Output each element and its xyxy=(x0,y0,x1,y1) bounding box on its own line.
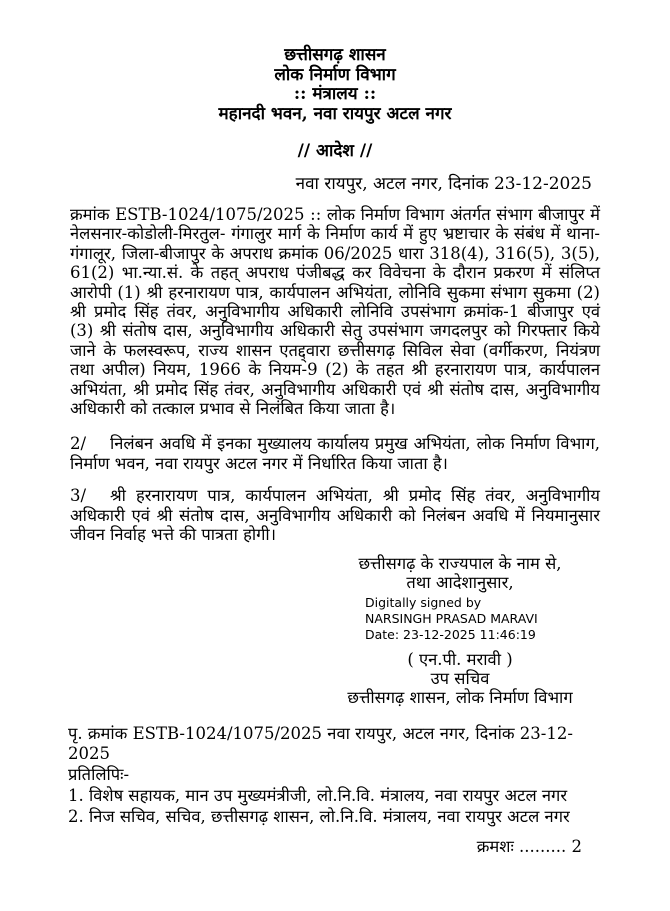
letterhead xyxy=(0,0,670,124)
continuation-marker: क्रमशः ......... 2 xyxy=(476,836,582,856)
paragraph-1: क्रमांक ESTB-1024/1075/2025 :: लोक निर्माण विभाग अंतर्गत संभाग बीजापुर में नेलसनार-कोडोली-मिरतुल- गंगालुर मार्ग के निर्माण कार्य में हुए भ्रष्टाचार के संबंध में थाना-गंगालूर, जिला-बीजापुर के अपराध क्रमांक 06/2025 धारा 318(4), 316(5), 3(5), 61(2) भा.न्या.सं. के तहत् अपराध पंजीबद्ध कर विवेचना के दौरान प्रकरण में संलिप्त आरोपी (1) श्री हरनारायण पात्र, कार्यपालन अभियंता, लोनिवि सुकमा संभाग सुकमा (2) श्री प्रमोद सिंह तंवर, अनुविभागीय अधिकारी लोनिवि उपसंभाग क्रमांक-1 बीजापुर एवं (3) श्री संतोष दास, अनुविभागीय अधिकारी सेतु उपसंभाग जगदलपुर को गिरफ्तार किये जाने के फलस्वरूप, राज्य शासन एतद्द्वारा छत्तीसगढ़ सिविल सेवा (वर्गीकरण, नियंत्रण तथा अपील) नियम, 1966 के नियम-9 (2) के तहत श्री हरनारायण पात्र, कार्यपालन अभियंता, श्री प्रमोद सिंह तंवर, अनुविभागीय अधिकारी एवं श्री संतोष दास, अनुविभागीय अधिकारी को तत्काल प्रभाव से निलंबित किया जाता है। xyxy=(70,205,600,419)
signatory-designation: उप सचिव xyxy=(430,669,490,689)
copy-recipient-1: 1. विशेष सहायक, मान उप मुख्यमंत्रीजी, लो.नि.वि. मंत्रालय, नवा रायपुर अटल नगर xyxy=(68,785,568,805)
place-date-line: नवा रायपुर, अटल नगर, दिनांक 23-12-2025 xyxy=(295,174,592,194)
order-title: // आदेश // xyxy=(297,141,373,161)
paragraph-3 xyxy=(70,486,600,544)
endorsement-block xyxy=(68,724,610,828)
copy-recipient-2: 2. निज सचिव, सचिव, छत्तीसगढ़ शासन, लो.नि.वि. मंत्रालय, नवा रायपुर अटल नगर xyxy=(68,806,570,826)
signatory-department: छत्तीसगढ़ शासन, लोक निर्माण विभाग xyxy=(347,688,573,708)
signature-on-behalf: छत्तीसगढ़ के राज्यपाल के नाम से, xyxy=(358,553,562,573)
paragraph-3-number: 3/ xyxy=(70,486,87,506)
digital-signature-line1: Digitally signed by xyxy=(365,594,482,610)
signatory-name: ( एन.पी. मरावी ) xyxy=(407,649,513,669)
paragraph-2 xyxy=(70,434,600,473)
paragraph-2-number: 2/ xyxy=(70,434,87,454)
signature-by-order: तथा आदेशानुसार, xyxy=(406,572,514,592)
paragraph-2-text: निलंबन अवधि में इनका मुख्यालय कार्यालय प्रमुख अभियंता, लोक निर्माण विभाग, निर्माण भवन, नवा रायपुर अटल नगर में निर्धारित किया जाता है। xyxy=(70,434,600,473)
letterhead-government: छत्तीसगढ़ शासन xyxy=(284,45,386,65)
copy-to-label: प्रतिलिपिः- xyxy=(68,765,130,785)
digital-signature-line3: Date: 23-12-2025 11:46:19 xyxy=(365,626,536,642)
letterhead-address: महानदी भवन, नवा रायपुर अटल नगर xyxy=(218,103,452,124)
order-body xyxy=(70,205,600,545)
digital-signature-stamp xyxy=(335,595,585,643)
letterhead-department: लोक निर्माण विभाग xyxy=(274,64,396,85)
paragraph-3-text: श्री हरनारायण पात्र, कार्यपालन अभियंता, श्री प्रमोद सिंह तंवर, अनुविभागीय अधिकारी एवं श्री संतोष दास, अनुविभागीय अधिकारी को निलंबन अवधि में नियमानुसार जीवन निर्वाह भत्ते की पात्रता होगी। xyxy=(70,486,600,545)
endorsement-ref-line: पृ. क्रमांक ESTB-1024/1075/2025 नवा रायपुर, अटल नगर, दिनांक 23-12-2025 xyxy=(68,723,573,764)
letterhead-ministry: :: मंत्रालय :: xyxy=(293,84,377,104)
signature-block xyxy=(335,554,585,708)
digital-signature-line2: NARSINGH PRASAD MARAVI xyxy=(365,610,538,626)
